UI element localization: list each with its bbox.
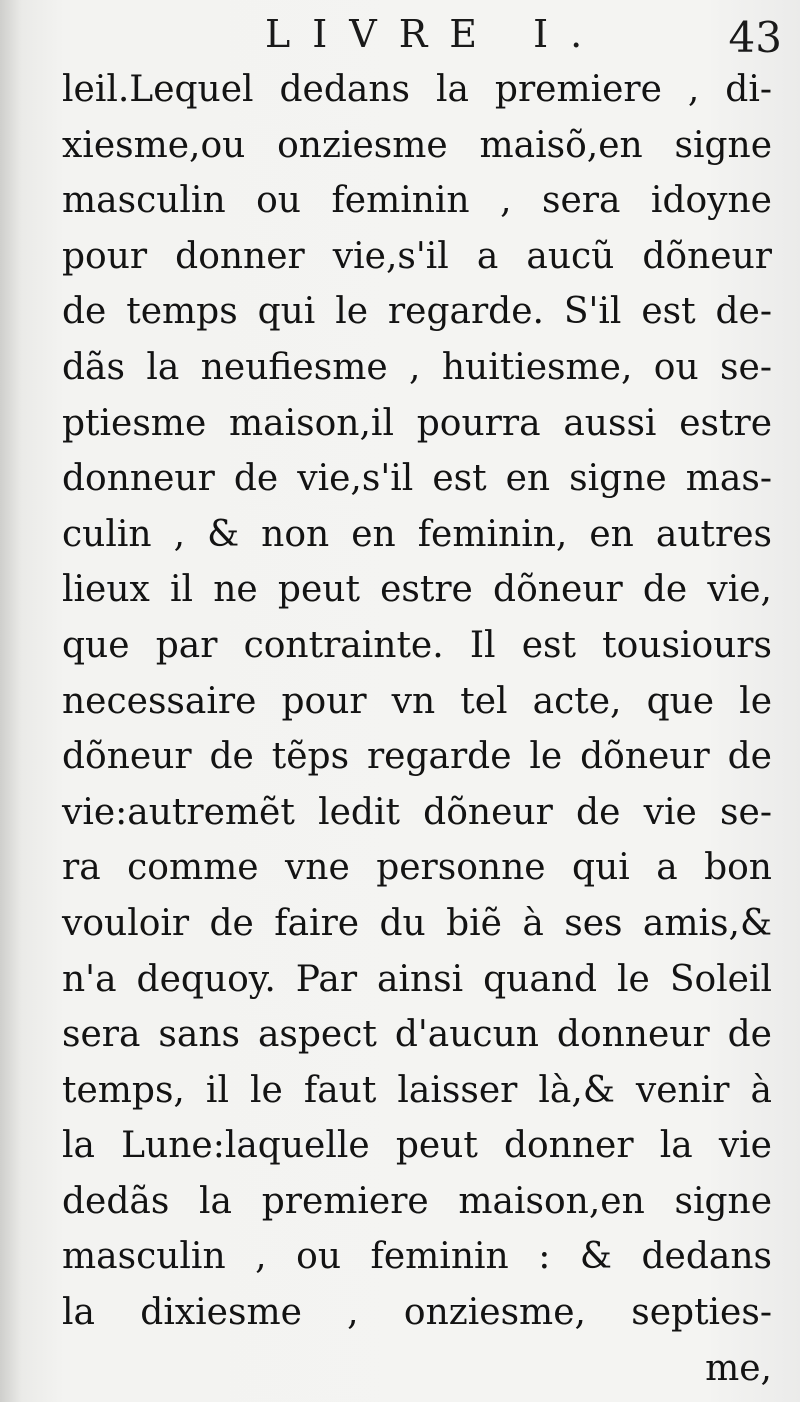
text-line: la Lune:laquelle peut donner la vie	[62, 1125, 772, 1167]
text-line: culin , & non en feminin, en autres	[62, 513, 772, 555]
text-line: pour donner vie,s'il a aucũ dõneur	[62, 235, 772, 277]
text-line: vouloir de faire du biẽ à ses amis,&	[62, 902, 772, 944]
text-line: masculin ou feminin , sera idoyne	[62, 180, 772, 222]
text-line: donneur de vie,s'il est en signe mas-	[62, 458, 772, 500]
text-line: leil.Lequel dedans la premiere , di-	[62, 69, 772, 110]
body-text	[62, 62, 772, 1396]
text-line: n'a dequoy. Par ainsi quand le Soleil	[62, 958, 772, 1000]
text-line: la dixiesme , onziesme, septies-	[62, 1292, 772, 1334]
text-line: xiesme,ou onziesme maisõ,en signe	[62, 124, 772, 166]
running-title: LIVRE I.	[265, 12, 605, 56]
text-line: vie:autremẽt ledit dõneur de vie se-	[62, 791, 772, 833]
text-line: lieux il ne peut estre dõneur de vie,	[62, 569, 772, 611]
text-line: de temps qui le regarde. S'il est de-	[62, 291, 772, 333]
text-line: sera sans aspect d'aucun donneur de	[62, 1014, 772, 1056]
text-line: ra comme vne personne qui a bon	[62, 847, 772, 889]
text-line: dedãs la premiere maison,en signe	[62, 1180, 772, 1222]
text-line: temps, il le faut laisser là,& venir à	[62, 1069, 772, 1111]
text-line: dãs la neufiesme , huitiesme, ou se-	[62, 346, 772, 388]
text-line: masculin , ou feminin : & dedans	[62, 1236, 772, 1278]
page-number: 43	[728, 13, 782, 62]
text-line: que par contrainte. Il est tousiours	[62, 624, 772, 666]
text-line: dõneur de tẽps regarde le dõneur de	[62, 736, 772, 778]
catchword: me,	[705, 1347, 772, 1389]
gutter-shadow	[0, 0, 22, 1402]
page-header	[0, 6, 800, 62]
text-line: necessaire pour vn tel acte, que le	[62, 680, 772, 722]
text-line: ptiesme maison,il pourra aussi estre	[62, 402, 772, 444]
